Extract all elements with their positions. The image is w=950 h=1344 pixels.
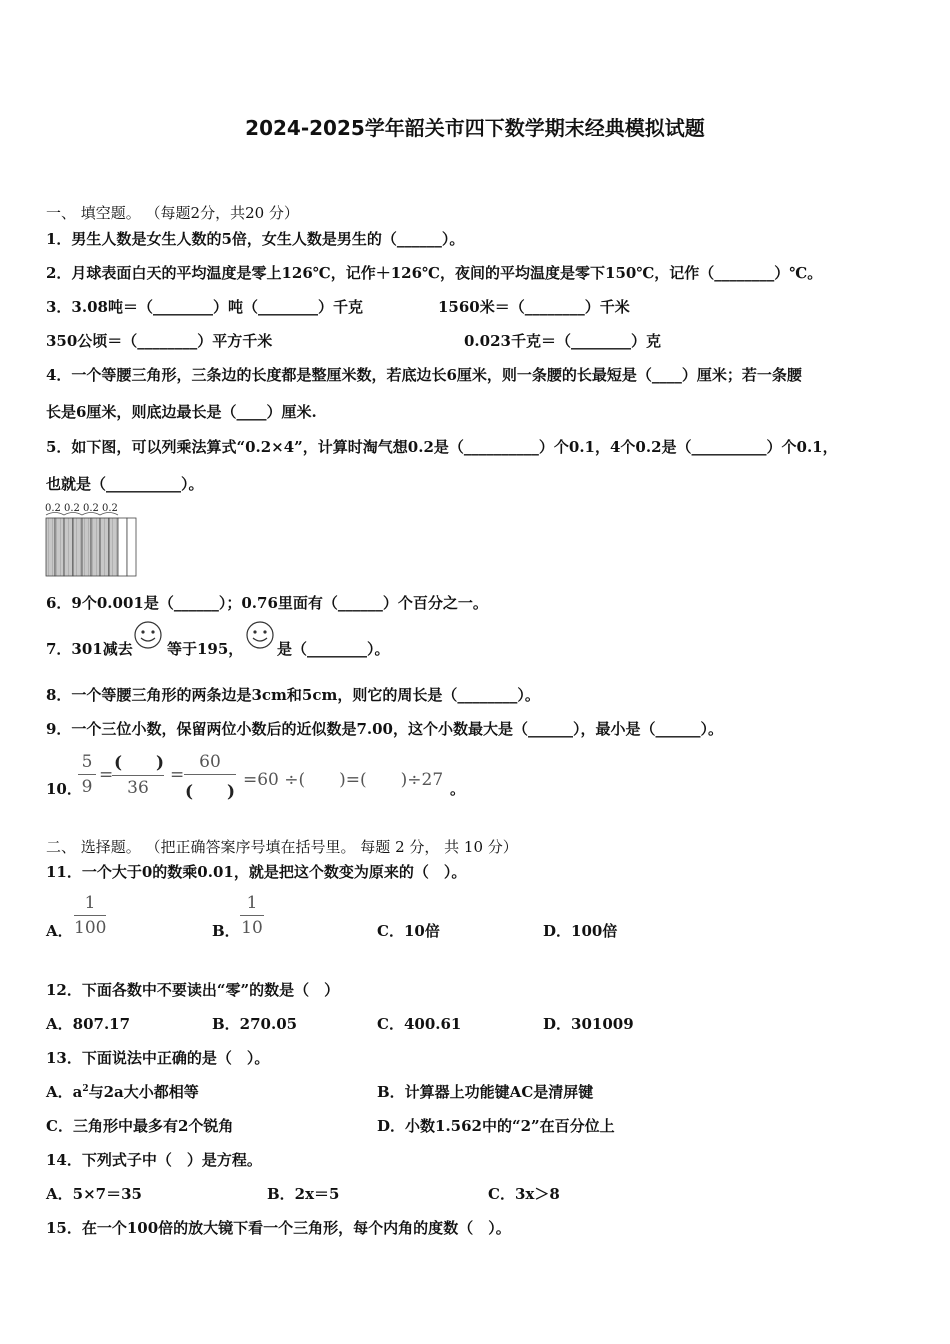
option-12-b[interactable]: B．270.05 xyxy=(212,1015,298,1033)
option-14-b[interactable]: B．2x＝5 xyxy=(267,1185,340,1203)
option-13-b[interactable]: B．计算器上功能键AC是清屏键 xyxy=(377,1083,594,1101)
question-13: 13．下面说法中正确的是（ ）。 xyxy=(46,1049,270,1067)
shaded-strip xyxy=(55,518,64,576)
strip-label-3: 0.2 xyxy=(83,503,99,514)
question-8: 8．一个等腰三角形的两条边是3cm和5cm，则它的周长是（________）。 xyxy=(46,686,540,704)
question-10-label: 10． xyxy=(46,780,82,798)
question-1: 1．男生人数是女生人数的5倍，女生人数是男生的（______）。 xyxy=(46,230,465,248)
equals-sign: = xyxy=(170,765,185,785)
fraction-blank-36 xyxy=(112,748,164,798)
fraction-denominator: 100 xyxy=(74,918,107,938)
shaded-strip xyxy=(82,518,91,576)
question-4a: 4．一个等腰三角形，三条边的长度都是整厘米数，若底边长6厘米，则一条腰的长最短是（____）厘米；若一条腰 xyxy=(46,366,802,384)
option-14-c[interactable]: C．3x＞8 xyxy=(488,1185,560,1203)
option-11-a-label[interactable]: A． xyxy=(46,922,73,940)
page-title: 2024-2025学年韶关市四下数学期末经典模拟试题 xyxy=(245,116,705,140)
superscript: 2 xyxy=(82,1084,89,1094)
fraction-numerator: 5 xyxy=(81,752,93,772)
equals-sign: = xyxy=(99,765,114,785)
question-3a: 3．3.08吨＝（________）吨（________）千克 xyxy=(46,298,363,316)
option-13-a-text: 与2a大小都相等 xyxy=(88,1083,199,1101)
option-13-a[interactable] xyxy=(46,1081,199,1102)
fraction-denominator-blank[interactable]: ( ) xyxy=(184,782,236,802)
question-3b: 1560米＝（________）千米 xyxy=(438,298,630,316)
question-12: 12．下面各数中不要读出“零”的数是（ ） xyxy=(46,981,340,999)
shaded-strip xyxy=(46,518,55,576)
question-7-part-b: 等于195， xyxy=(167,640,244,658)
fraction-numerator: 1 xyxy=(246,893,258,913)
question-5a: 5．如下图，可以列乘法算式“0.2×4”，计算时淘气想0.2是（__________）个0.1，4个0.2是（__________）个0.1， xyxy=(46,438,838,456)
option-11-c[interactable]: C．10倍 xyxy=(377,922,440,940)
option-14-a[interactable]: A．5×7＝35 xyxy=(46,1185,142,1203)
smiley-face-icon xyxy=(244,620,276,650)
strip-label-4: 0.2 xyxy=(102,503,118,514)
smiley-face-icon xyxy=(132,620,164,650)
shaded-strip xyxy=(73,518,82,576)
option-13-d[interactable]: D．小数1.562中的“2”在百分位上 xyxy=(377,1117,615,1135)
empty-strip xyxy=(127,518,136,576)
fraction-denominator: 36 xyxy=(127,778,149,798)
question-3d: 0.023千克＝（________）克 xyxy=(464,332,661,350)
question-3c: 350公顷＝（________）平方千米 xyxy=(46,332,273,350)
question-15: 15．在一个100倍的放大镜下看一个三角形，每个内角的度数（ ）。 xyxy=(46,1219,511,1237)
question-7-part-c: 是（________）。 xyxy=(277,640,390,658)
question-4b: 长是6厘米，则底边最长是（____）厘米. xyxy=(46,403,317,421)
option-13-a-prefix: A．a xyxy=(46,1083,83,1101)
shaded-strip xyxy=(109,518,118,576)
shaded-strip xyxy=(91,518,100,576)
question-10-end: 。 xyxy=(450,780,466,798)
fraction-numerator: 60 xyxy=(199,752,221,772)
option-11-b-fraction[interactable] xyxy=(240,893,264,938)
option-12-d[interactable]: D．301009 xyxy=(543,1015,634,1033)
section2-header: 二、 选择题。 （把正确答案序号填在括号里。 每题 2 分， 共 10 分） xyxy=(46,838,518,856)
fraction-60-blank xyxy=(184,752,236,802)
question-5b: 也就是（__________）。 xyxy=(46,475,204,493)
strip-label-2: 0.2 xyxy=(64,503,80,514)
fraction-numerator: 1 xyxy=(84,893,96,913)
question-6: 6．9个0.001是（______）；0.76里面有（______）个百分之一。 xyxy=(46,594,488,612)
fraction-numerator-blank[interactable]: ( ) xyxy=(114,753,165,773)
shaded-strip xyxy=(100,518,109,576)
empty-strip xyxy=(118,518,127,576)
fraction-denominator: 10 xyxy=(241,918,263,938)
option-12-a[interactable]: A．807.17 xyxy=(46,1015,131,1033)
decimal-strip-figure xyxy=(44,498,140,580)
section1-header: 一、 填空题。 （每题2分，共20 分） xyxy=(46,204,299,222)
option-11-d[interactable]: D．100倍 xyxy=(543,922,618,940)
option-12-c[interactable]: C．400.61 xyxy=(377,1015,462,1033)
division-chain: =60 ÷( )=( )÷27 xyxy=(243,770,444,790)
option-11-a-fraction[interactable] xyxy=(74,893,106,938)
question-2: 2．月球表面白天的平均温度是零上126℃，记作＋126℃，夜间的平均温度是零下150℃，记作（________）℃。 xyxy=(46,264,823,282)
strip-label-1: 0.2 xyxy=(45,503,61,514)
question-11: 11．一个大于0的数乘0.01，就是把这个数变为原来的（ ）。 xyxy=(46,863,467,881)
option-13-c[interactable]: C．三角形中最多有2个锐角 xyxy=(46,1117,234,1135)
question-14: 14．下列式子中（ ）是方程。 xyxy=(46,1151,262,1169)
fraction-denominator: 9 xyxy=(81,777,93,797)
shaded-strip xyxy=(64,518,73,576)
option-11-b-label[interactable]: B． xyxy=(212,922,240,940)
question-9: 9．一个三位小数，保留两位小数后的近似数是7.00，这个小数最大是（______），最小是（______）。 xyxy=(46,720,723,738)
fraction-5-9 xyxy=(78,752,96,797)
question-7-part-a: 7．301减去 xyxy=(46,640,133,658)
